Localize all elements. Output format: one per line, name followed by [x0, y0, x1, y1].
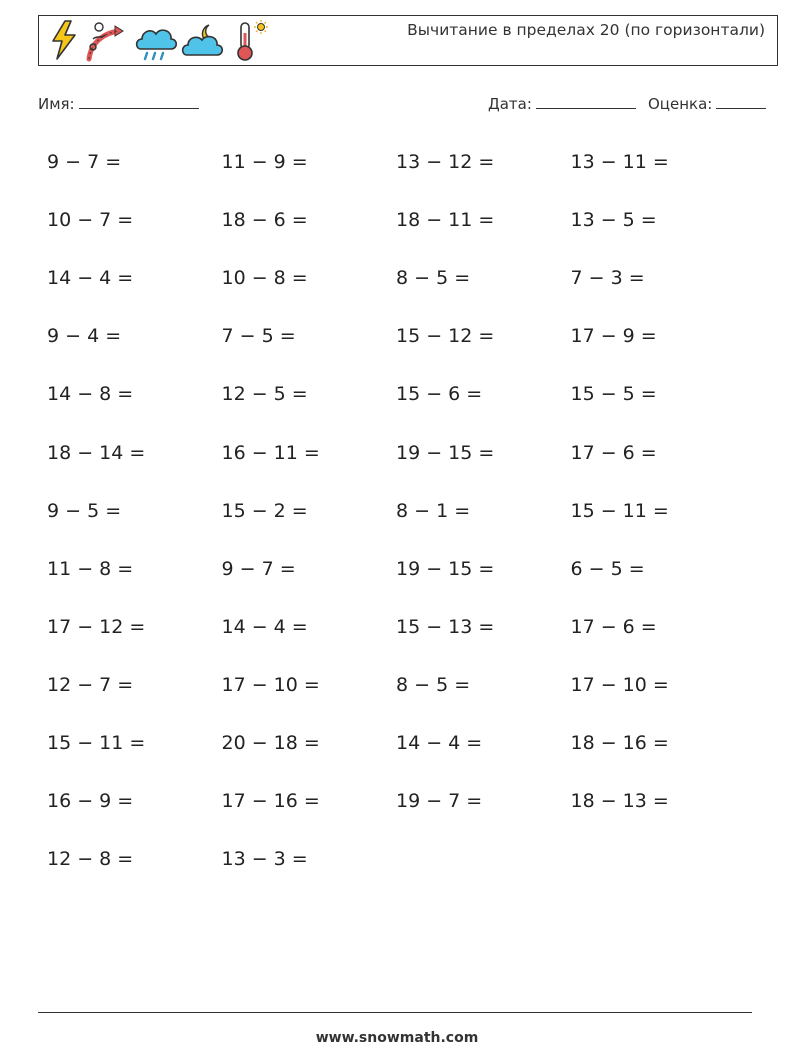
problem-item: 18 − 13 =	[570, 790, 669, 813]
grade-label: Оценка:	[648, 95, 713, 113]
problem-item: 15 − 11 =	[570, 499, 669, 522]
thermometer-sun-icon	[233, 19, 269, 63]
grade-field	[648, 94, 766, 113]
problem-item: 15 − 12 =	[396, 325, 495, 348]
problem-item: 17 − 12 =	[47, 615, 146, 638]
problem-item: 9 − 7 =	[221, 557, 296, 580]
problem-item: 15 − 2 =	[221, 499, 308, 522]
problem-item: 13 − 11 =	[570, 151, 669, 173]
problem-item: 14 − 4 =	[221, 615, 308, 638]
problem-item: 11 − 8 =	[47, 557, 134, 580]
wind-icon	[85, 19, 129, 63]
problem-item: 15 − 13 =	[396, 615, 495, 638]
name-label: Имя:	[38, 95, 75, 113]
problem-item: 17 − 16 =	[221, 790, 320, 813]
name-field	[38, 94, 199, 113]
problem-item: 10 − 8 =	[221, 267, 308, 290]
problem-item: 15 − 5 =	[570, 383, 657, 406]
problem-item: 16 − 9 =	[47, 790, 134, 813]
problem-item: 10 − 7 =	[47, 209, 134, 232]
problem-item: 7 − 3 =	[570, 267, 645, 290]
problem-item: 15 − 6 =	[396, 383, 483, 406]
problem-item: 19 − 7 =	[396, 790, 483, 813]
problem-item: 13 − 5 =	[570, 209, 657, 232]
problem-item: 19 − 15 =	[396, 441, 495, 464]
worksheet-title: Вычитание в пределах 20 (по горизонтали)	[407, 21, 765, 39]
problem-item: 12 − 8 =	[47, 848, 134, 871]
problem-item: 13 − 12 =	[396, 151, 495, 173]
problem-item: 8 − 5 =	[396, 267, 471, 290]
problem-item: 8 − 5 =	[396, 673, 471, 696]
lightning-icon	[47, 19, 81, 61]
name-blank	[79, 94, 199, 109]
problem-item: 9 − 4 =	[47, 325, 122, 348]
problem-item: 6 − 5 =	[570, 557, 645, 580]
problem-item: 16 − 11 =	[221, 441, 320, 464]
date-label: Дата:	[488, 95, 532, 113]
footer-divider	[38, 1012, 752, 1013]
problem-item: 14 − 4 =	[396, 732, 483, 754]
problem-item: 9 − 7 =	[47, 151, 122, 173]
date-blank	[536, 94, 636, 109]
cloud-moon-icon	[179, 19, 229, 63]
problem-item: 18 − 14 =	[47, 441, 146, 464]
problem-item: 17 − 10 =	[221, 673, 320, 696]
problem-item: 15 − 11 =	[47, 732, 146, 754]
problem-item: 18 − 16 =	[570, 732, 669, 754]
problem-item: 17 − 6 =	[570, 615, 657, 638]
problem-item: 17 − 9 =	[570, 325, 657, 348]
problem-item: 12 − 5 =	[221, 383, 308, 406]
date-field	[488, 94, 636, 113]
problem-item: 20 − 18 =	[221, 732, 320, 754]
problem-item: 17 − 10 =	[570, 673, 669, 696]
worksheet-header	[38, 15, 778, 66]
grade-blank	[716, 94, 766, 109]
problem-item: 9 − 5 =	[47, 499, 122, 522]
problem-item: 14 − 8 =	[47, 383, 134, 406]
problem-item: 12 − 7 =	[47, 673, 134, 696]
rain-cloud-icon	[133, 19, 179, 63]
problem-item: 14 − 4 =	[47, 267, 134, 290]
problem-item: 17 − 6 =	[570, 441, 657, 464]
footer-website: www.snowmath.com	[315, 1030, 479, 1046]
problem-item: 18 − 11 =	[396, 209, 495, 232]
problem-item: 7 − 5 =	[221, 325, 296, 348]
problem-item: 11 − 9 =	[221, 151, 308, 173]
problem-item: 8 − 1 =	[396, 499, 471, 522]
problem-item: 13 − 3 =	[221, 848, 308, 871]
problem-item: 19 − 15 =	[396, 557, 495, 580]
problem-item: 18 − 6 =	[221, 209, 308, 232]
